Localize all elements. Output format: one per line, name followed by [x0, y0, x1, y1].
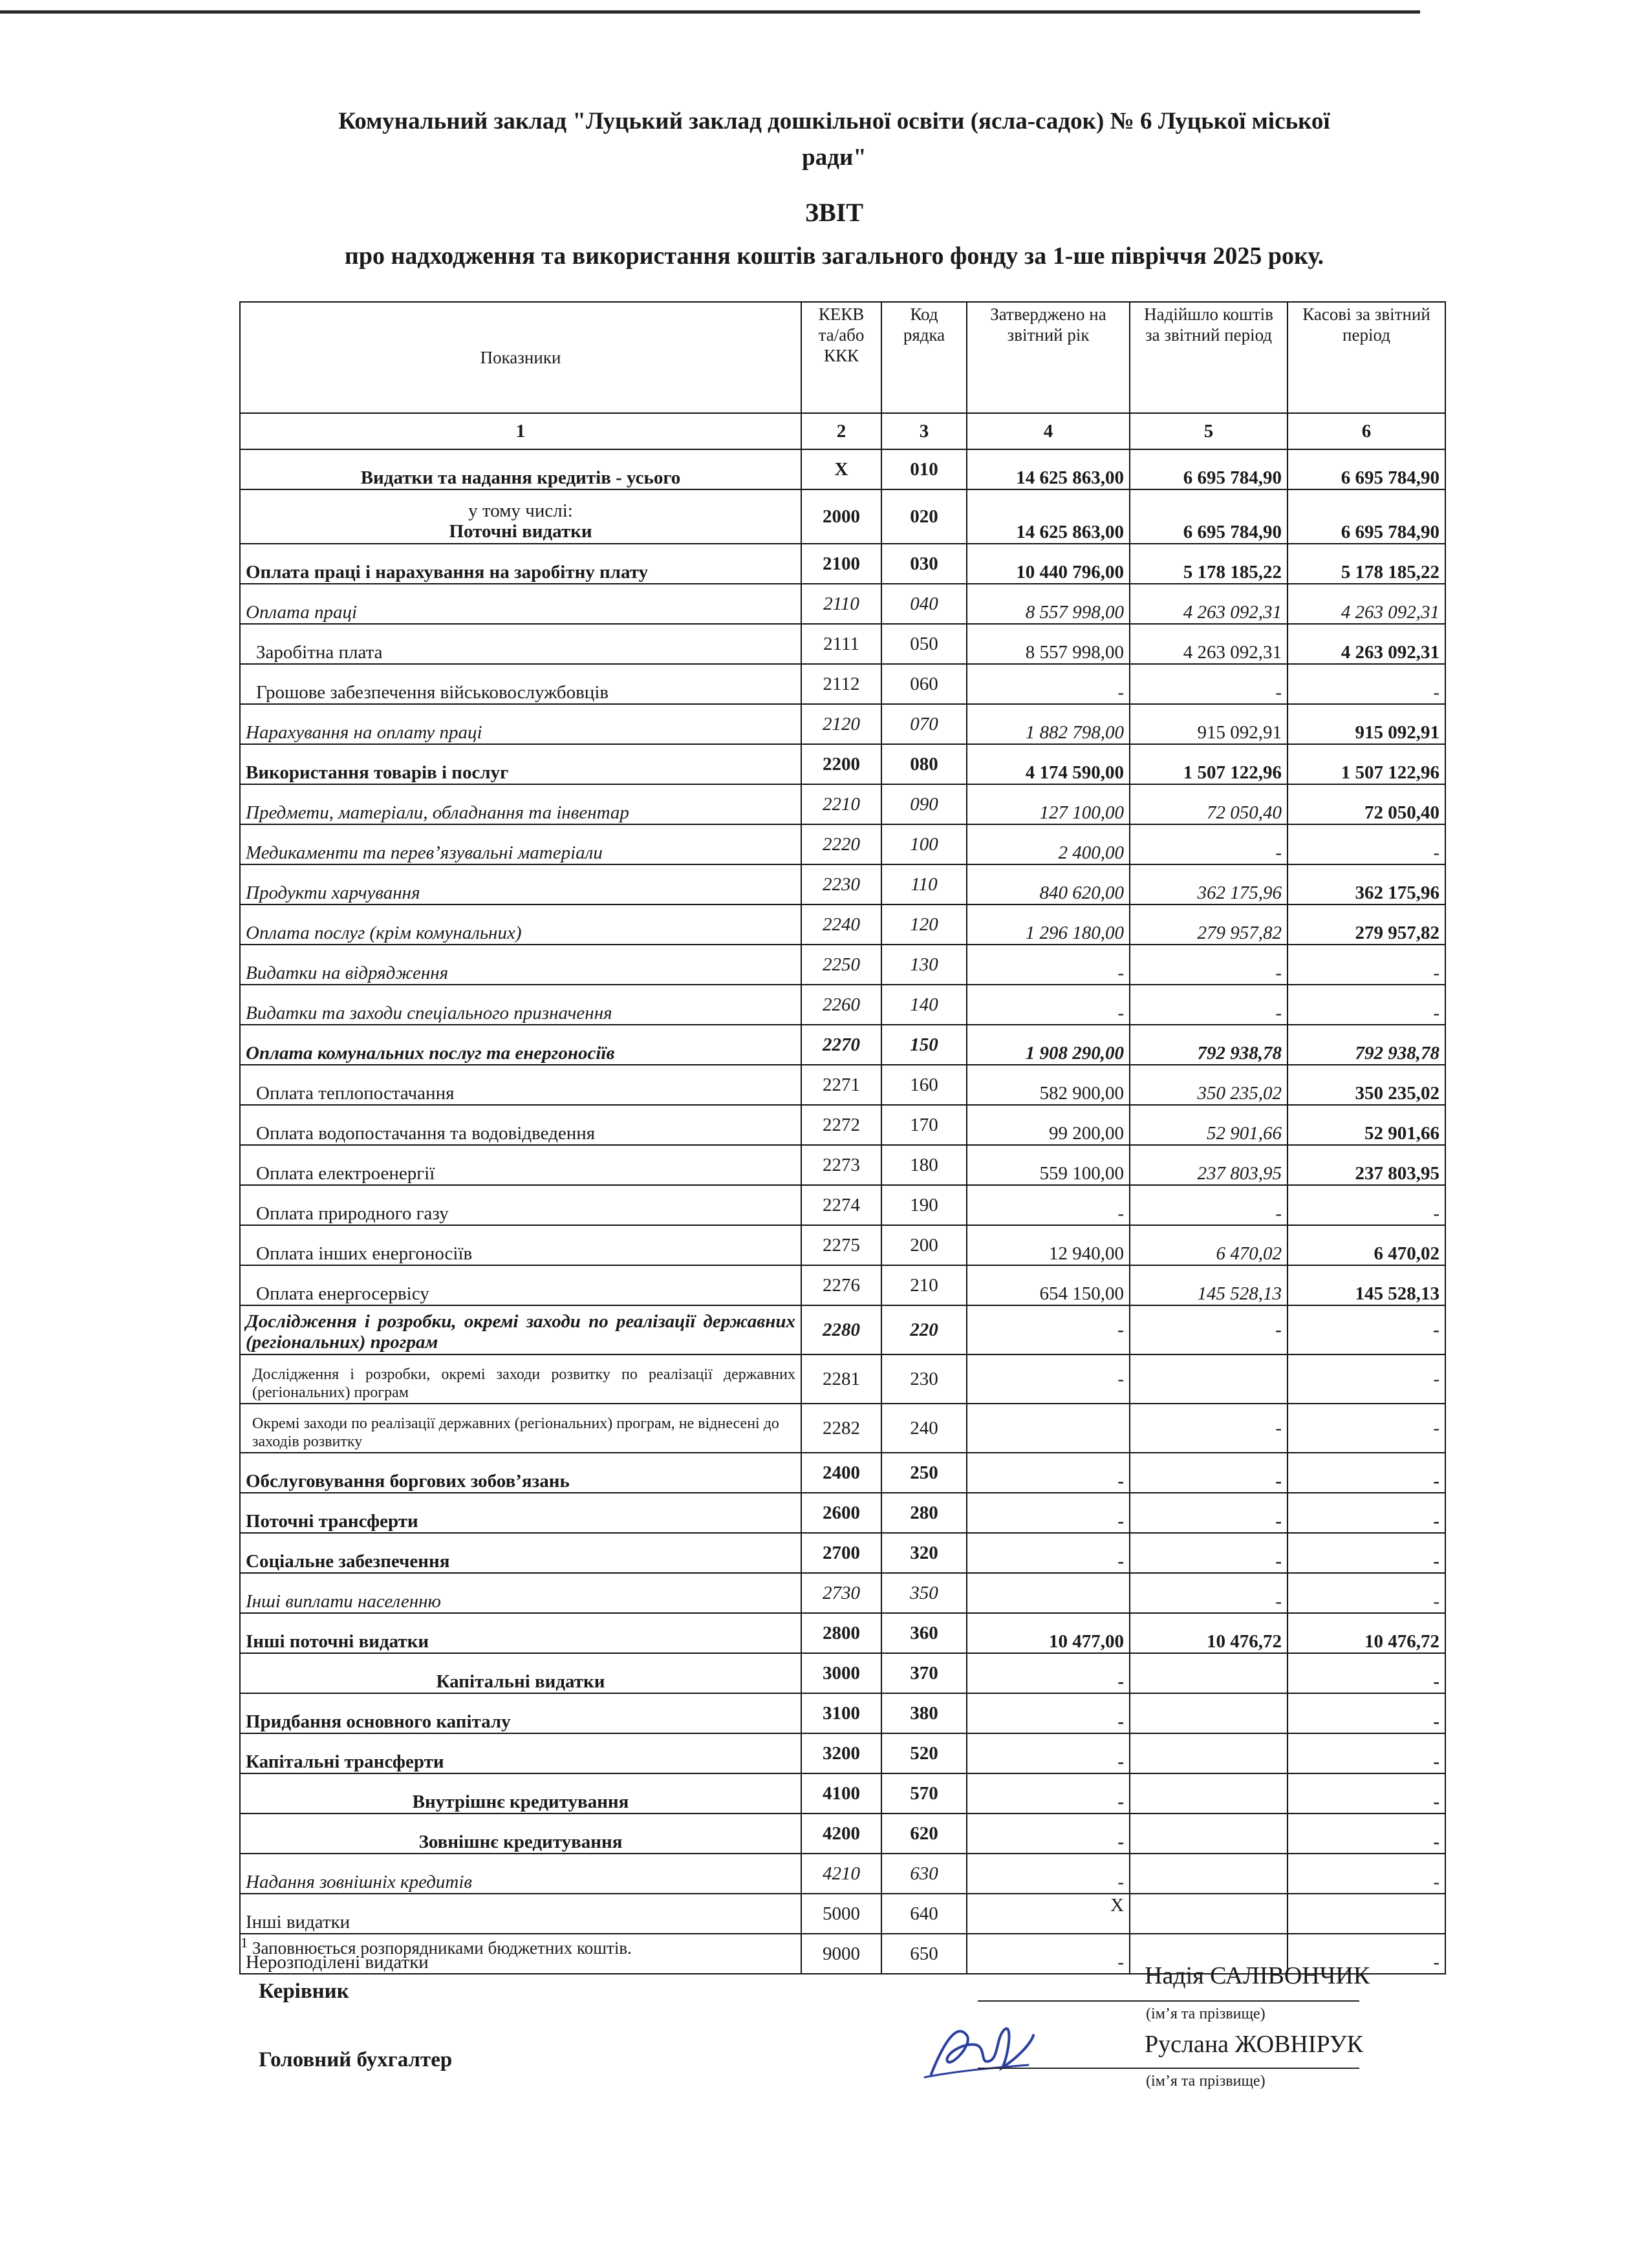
- indicator-name: у тому числі: Поточні видатки: [240, 489, 801, 544]
- received-amount: 362 175,96: [1130, 864, 1288, 904]
- received-amount: [1130, 1733, 1288, 1773]
- table-row: [240, 1404, 1445, 1453]
- row-code: 380: [881, 1693, 967, 1733]
- approved-amount: 1 296 180,00: [967, 904, 1130, 945]
- received-amount: 10 476,72: [1130, 1613, 1288, 1653]
- cash-amount: -: [1288, 664, 1445, 704]
- row-code: 140: [881, 985, 967, 1025]
- indicator-name: Оплата водопостачання та водовідведення: [240, 1105, 801, 1145]
- received-amount: -: [1130, 1404, 1288, 1453]
- kekv-code: 2281: [801, 1354, 881, 1404]
- received-amount: -: [1130, 985, 1288, 1025]
- approved-amount: -: [967, 1693, 1130, 1733]
- indicator-name: Обслуговування боргових зобов’язань: [240, 1453, 801, 1493]
- cash-amount: -: [1288, 1773, 1445, 1813]
- row-code: 030: [881, 544, 967, 584]
- received-amount: [1130, 1813, 1288, 1854]
- table-row: [240, 1653, 1445, 1693]
- received-amount: 6 695 784,90: [1130, 449, 1288, 489]
- table-row: [240, 744, 1445, 784]
- row-code: 150: [881, 1025, 967, 1065]
- header-cash: Касові за звітний період: [1288, 302, 1445, 413]
- approved-amount: -: [967, 1185, 1130, 1225]
- indicator-name: Нарахування на оплату праці: [240, 704, 801, 744]
- received-amount: 52 901,66: [1130, 1105, 1288, 1145]
- kekv-code: 2272: [801, 1105, 881, 1145]
- kekv-code: 2275: [801, 1225, 881, 1265]
- approved-amount: -: [967, 945, 1130, 985]
- header-kekv: КЕКВ та/або ККК: [801, 302, 881, 413]
- indicator-name: Оплата інших енергоносіїв: [240, 1225, 801, 1265]
- scan-edge-line: [0, 10, 1420, 14]
- approved-amount: 99 200,00: [967, 1105, 1130, 1145]
- row-code: 070: [881, 704, 967, 744]
- row-code: 170: [881, 1105, 967, 1145]
- approved-amount: 4 174 590,00: [967, 744, 1130, 784]
- received-amount: 237 803,95: [1130, 1145, 1288, 1185]
- indicator-name: Соціальне забезпечення: [240, 1533, 801, 1573]
- table-row: [240, 1265, 1445, 1305]
- approved-amount: 1 908 290,00: [967, 1025, 1130, 1065]
- header-received: Надійшло коштів за звітний період: [1130, 302, 1288, 413]
- report-subtitle: про надходження та використання коштів загального фонду за 1-ше півріччя 2025 року.: [344, 242, 1324, 270]
- cash-amount: 6 470,02: [1288, 1225, 1445, 1265]
- row-code: 350: [881, 1573, 967, 1613]
- column-number: 3: [881, 413, 967, 449]
- column-number: 6: [1288, 413, 1445, 449]
- header-row-code: Код рядка: [881, 302, 967, 413]
- kekv-code: 2230: [801, 864, 881, 904]
- kekv-code: 2274: [801, 1185, 881, 1225]
- indicator-name: Використання товарів і послуг: [240, 744, 801, 784]
- column-number: 4: [967, 413, 1130, 449]
- table-row: [240, 1573, 1445, 1613]
- table-row: [240, 1305, 1445, 1354]
- row-code: 230: [881, 1354, 967, 1404]
- row-code: 370: [881, 1653, 967, 1693]
- cash-amount: 4 263 092,31: [1288, 624, 1445, 664]
- approved-amount: -: [967, 1813, 1130, 1854]
- approved-amount: -: [967, 1354, 1130, 1404]
- row-code: 240: [881, 1404, 967, 1453]
- table-row: [240, 664, 1445, 704]
- table-header-row: [240, 302, 1445, 413]
- row-code: 200: [881, 1225, 967, 1265]
- handwritten-signature: [918, 2016, 1035, 2087]
- approved-amount: -: [967, 664, 1130, 704]
- approved-amount: 10 477,00: [967, 1613, 1130, 1653]
- table-row: [240, 1185, 1445, 1225]
- indicator-name: Оплата енергосервісу: [240, 1265, 801, 1305]
- received-amount: 915 092,91: [1130, 704, 1288, 744]
- head-signature-line: [978, 2000, 1359, 2002]
- report-title: ЗВІТ: [804, 198, 864, 227]
- cash-amount: 792 938,78: [1288, 1025, 1445, 1065]
- table-row: [240, 489, 1445, 544]
- table-row: [240, 1813, 1445, 1854]
- indicator-name: Медикаменти та перев’язувальні матеріали: [240, 824, 801, 864]
- received-amount: -: [1130, 945, 1288, 985]
- table-row: [240, 1065, 1445, 1105]
- indicator-name: Оплата праці і нарахування на заробітну плату: [240, 544, 801, 584]
- table-row: [240, 1493, 1445, 1533]
- table-row: [240, 1533, 1445, 1573]
- indicator-name: Продукти харчування: [240, 864, 801, 904]
- cash-amount: 1 507 122,96: [1288, 744, 1445, 784]
- row-code: 130: [881, 945, 967, 985]
- cash-amount: -: [1288, 1305, 1445, 1354]
- cash-amount: 5 178 185,22: [1288, 544, 1445, 584]
- indicator-name: Оплата комунальних послуг та енергоносіїв: [240, 1025, 801, 1065]
- indicator-name: Оплата електроенергії: [240, 1145, 801, 1185]
- indicator-name: Видатки на відрядження: [240, 945, 801, 985]
- kekv-code: 2273: [801, 1145, 881, 1185]
- received-amount: 350 235,02: [1130, 1065, 1288, 1105]
- indicator-name: Оплата природного газу: [240, 1185, 801, 1225]
- accountant-signature-line: [978, 2068, 1359, 2069]
- indicator-name: Внутрішнє кредитування: [240, 1773, 801, 1813]
- kekv-code: 2112: [801, 664, 881, 704]
- received-amount: -: [1130, 1533, 1288, 1573]
- row-code: 100: [881, 824, 967, 864]
- row-code: 110: [881, 864, 967, 904]
- indicator-name: Надання зовнішніх кредитів: [240, 1854, 801, 1894]
- table-row: [240, 1613, 1445, 1653]
- approved-amount: 1 882 798,00: [967, 704, 1130, 744]
- indicator-name: Дослідження і розробки, окремі заходи по реалізації державних (регіональних) програм: [240, 1305, 801, 1354]
- received-amount: [1130, 1854, 1288, 1894]
- cash-amount: -: [1288, 1493, 1445, 1533]
- received-amount: -: [1130, 1493, 1288, 1533]
- kekv-code: Х: [801, 449, 881, 489]
- cash-amount: -: [1288, 1733, 1445, 1773]
- received-amount: [1130, 1773, 1288, 1813]
- approved-amount: 840 620,00: [967, 864, 1130, 904]
- approved-amount: 127 100,00: [967, 784, 1130, 824]
- head-name: Надія САЛІВОНЧИК: [1145, 1962, 1370, 1989]
- indicator-name: Оплата теплопостачання: [240, 1065, 801, 1105]
- table-row: [240, 1693, 1445, 1733]
- row-code: 210: [881, 1265, 967, 1305]
- table-row: [240, 1145, 1445, 1185]
- row-code: 280: [881, 1493, 967, 1533]
- table-row: [240, 449, 1445, 489]
- approved-amount: -: [967, 1733, 1130, 1773]
- kekv-code: 2700: [801, 1533, 881, 1573]
- kekv-code: 2276: [801, 1265, 881, 1305]
- received-amount: -: [1130, 664, 1288, 704]
- indicator-name: Інші виплати населенню: [240, 1573, 801, 1613]
- row-code: 640: [881, 1894, 967, 1934]
- accountant-name-hint: (ім’я та прізвище): [1146, 2073, 1266, 2090]
- cash-amount: [1288, 1894, 1445, 1934]
- received-amount: 6 695 784,90: [1130, 489, 1288, 544]
- row-code: 080: [881, 744, 967, 784]
- row-code: 190: [881, 1185, 967, 1225]
- row-code: 060: [881, 664, 967, 704]
- table-row: [240, 1894, 1445, 1934]
- row-code: 160: [881, 1065, 967, 1105]
- table-row: [240, 1354, 1445, 1404]
- row-code: 090: [881, 784, 967, 824]
- cash-amount: -: [1288, 1653, 1445, 1693]
- kekv-code: 3000: [801, 1653, 881, 1693]
- cash-amount: 237 803,95: [1288, 1145, 1445, 1185]
- indicator-name: Зовнішнє кредитування: [240, 1813, 801, 1854]
- accountant-role-label: Головний бухгалтер: [259, 2048, 453, 2071]
- table-row: [240, 1453, 1445, 1493]
- cash-amount: 145 528,13: [1288, 1265, 1445, 1305]
- indicator-name: Дослідження і розробки, окремі заходи розвитку по реалізації державних (регіональних) програм: [240, 1354, 801, 1404]
- cash-amount: -: [1288, 1404, 1445, 1453]
- indicator-name: Інші поточні видатки: [240, 1613, 801, 1653]
- table-row: [240, 1025, 1445, 1065]
- approved-amount: [967, 1404, 1130, 1453]
- approved-amount: 8 557 998,00: [967, 624, 1130, 664]
- indicator-name: Нерозподілені видатки: [240, 1934, 801, 1974]
- indicator-name: Поточні трансферти: [240, 1493, 801, 1533]
- indicator-name: Придбання основного капіталу: [240, 1693, 801, 1733]
- approved-amount: -: [967, 1453, 1130, 1493]
- row-code: 040: [881, 584, 967, 624]
- row-code: 620: [881, 1813, 967, 1854]
- indicator-name: Капітальні видатки: [240, 1653, 801, 1693]
- column-number-row: [240, 413, 1445, 449]
- kekv-code: 4100: [801, 1773, 881, 1813]
- cash-amount: -: [1288, 1934, 1445, 1974]
- row-code: 320: [881, 1533, 967, 1573]
- kekv-code: 4200: [801, 1813, 881, 1854]
- approved-amount: 10 440 796,00: [967, 544, 1130, 584]
- cash-amount: 350 235,02: [1288, 1065, 1445, 1105]
- kekv-code: 2100: [801, 544, 881, 584]
- indicator-name: Оплата праці: [240, 584, 801, 624]
- table-row: [240, 904, 1445, 945]
- row-code: 180: [881, 1145, 967, 1185]
- received-amount: [1130, 1693, 1288, 1733]
- kekv-code: 2400: [801, 1453, 881, 1493]
- received-amount: [1130, 1354, 1288, 1404]
- header-indicators: Показники: [240, 302, 801, 413]
- indicator-name: Окремі заходи по реалізації державних (регіональних) програм, не віднесені до заходів розвитку: [240, 1404, 801, 1453]
- cash-amount: -: [1288, 1453, 1445, 1493]
- kekv-code: 2271: [801, 1065, 881, 1105]
- row-code: 360: [881, 1613, 967, 1653]
- cash-amount: 279 957,82: [1288, 904, 1445, 945]
- kekv-code: 2280: [801, 1305, 881, 1354]
- approved-amount: [967, 1573, 1130, 1613]
- approved-amount: 2 400,00: [967, 824, 1130, 864]
- table-row: [240, 1773, 1445, 1813]
- kekv-code: 2730: [801, 1573, 881, 1613]
- accountant-name: Руслана ЖОВНІРУК: [1145, 2031, 1363, 2058]
- received-amount: 6 470,02: [1130, 1225, 1288, 1265]
- received-amount: [1130, 1894, 1288, 1934]
- cash-amount: -: [1288, 1185, 1445, 1225]
- received-amount: -: [1130, 1573, 1288, 1613]
- cash-amount: 52 901,66: [1288, 1105, 1445, 1145]
- cash-amount: 362 175,96: [1288, 864, 1445, 904]
- table-row: [240, 624, 1445, 664]
- column-number: 2: [801, 413, 881, 449]
- column-number: 5: [1130, 413, 1288, 449]
- head-name-hint: (ім’я та прізвище): [1146, 2006, 1266, 2022]
- cash-amount: 915 092,91: [1288, 704, 1445, 744]
- row-code: 050: [881, 624, 967, 664]
- table-row: [240, 1225, 1445, 1265]
- kekv-code: 4210: [801, 1854, 881, 1894]
- approved-amount: 654 150,00: [967, 1265, 1130, 1305]
- received-amount: 279 957,82: [1130, 904, 1288, 945]
- cash-amount: -: [1288, 1573, 1445, 1613]
- received-amount: 4 263 092,31: [1130, 584, 1288, 624]
- received-amount: -: [1130, 1453, 1288, 1493]
- table-row: [240, 784, 1445, 824]
- received-amount: 72 050,40: [1130, 784, 1288, 824]
- row-code: 120: [881, 904, 967, 945]
- indicator-name: Предмети, матеріали, обладнання та інвентар: [240, 784, 801, 824]
- kekv-code: 2200: [801, 744, 881, 784]
- kekv-code: 3100: [801, 1693, 881, 1733]
- cash-amount: -: [1288, 1854, 1445, 1894]
- row-code: 010: [881, 449, 967, 489]
- received-amount: 792 938,78: [1130, 1025, 1288, 1065]
- cash-amount: -: [1288, 945, 1445, 985]
- table-row: [240, 544, 1445, 584]
- table-row: [240, 824, 1445, 864]
- indicator-name: Капітальні трансферти: [240, 1733, 801, 1773]
- received-amount: [1130, 1653, 1288, 1693]
- row-code: 570: [881, 1773, 967, 1813]
- indicator-name: Видатки та заходи спеціального призначення: [240, 985, 801, 1025]
- received-amount: -: [1130, 1305, 1288, 1354]
- kekv-code: 2111: [801, 624, 881, 664]
- received-amount: 5 178 185,22: [1130, 544, 1288, 584]
- kekv-code: 2220: [801, 824, 881, 864]
- indicator-name: Грошове забезпечення військовослужбовців: [240, 664, 801, 704]
- table-row: [240, 704, 1445, 744]
- row-code: 520: [881, 1733, 967, 1773]
- indicator-name: Видатки та надання кредитів - усього: [240, 449, 801, 489]
- organization-name: Комунальний заклад "Луцький заклад дошкільної освіти (ясла-садок) № 6 Луцької міської ради": [338, 108, 1330, 171]
- cash-amount: 72 050,40: [1288, 784, 1445, 824]
- kekv-code: 2000: [801, 489, 881, 544]
- report-table: [239, 301, 1446, 1974]
- approved-amount: -: [967, 1493, 1130, 1533]
- received-amount: 145 528,13: [1130, 1265, 1288, 1305]
- table-row: [240, 1105, 1445, 1145]
- kekv-code: 2240: [801, 904, 881, 945]
- kekv-code: 2110: [801, 584, 881, 624]
- cash-amount: -: [1288, 985, 1445, 1025]
- table-row: [240, 864, 1445, 904]
- approved-amount: -: [967, 1653, 1130, 1693]
- row-code: 020: [881, 489, 967, 544]
- approved-amount: -: [967, 1773, 1130, 1813]
- cash-amount: -: [1288, 1354, 1445, 1404]
- table-row: [240, 985, 1445, 1025]
- approved-amount: 12 940,00: [967, 1225, 1130, 1265]
- approved-amount: 14 625 863,00: [967, 489, 1130, 544]
- approved-amount: 559 100,00: [967, 1145, 1130, 1185]
- kekv-code: 2282: [801, 1404, 881, 1453]
- approved-amount: -: [967, 1934, 1130, 1974]
- table-row: [240, 1854, 1445, 1894]
- head-role-label: Керівник: [259, 1980, 349, 2003]
- received-amount: 1 507 122,96: [1130, 744, 1288, 784]
- kekv-code: 2270: [801, 1025, 881, 1065]
- approved-amount: -: [967, 1305, 1130, 1354]
- row-code: 650: [881, 1934, 967, 1974]
- indicator-name: Оплата послуг (крім комунальних): [240, 904, 801, 945]
- kekv-code: 2800: [801, 1613, 881, 1653]
- cash-amount: -: [1288, 824, 1445, 864]
- kekv-code: 2250: [801, 945, 881, 985]
- approved-amount: -: [967, 1854, 1130, 1894]
- received-amount: 4 263 092,31: [1130, 624, 1288, 664]
- cash-amount: 4 263 092,31: [1288, 584, 1445, 624]
- cash-amount: -: [1288, 1693, 1445, 1733]
- approved-amount: 8 557 998,00: [967, 584, 1130, 624]
- approved-amount: 14 625 863,00: [967, 449, 1130, 489]
- kekv-code: 3200: [801, 1733, 881, 1773]
- cash-amount: -: [1288, 1533, 1445, 1573]
- received-amount: -: [1130, 824, 1288, 864]
- kekv-code: 5000: [801, 1894, 881, 1934]
- row-code: 630: [881, 1854, 967, 1894]
- received-amount: -: [1130, 1185, 1288, 1225]
- row-code: 250: [881, 1453, 967, 1493]
- footnote: $^1$ Заповнюється розпорядниками бюджетних коштів.: [241, 1934, 632, 1958]
- table-row: [240, 945, 1445, 985]
- table-row: [240, 1733, 1445, 1773]
- kekv-code: 9000: [801, 1934, 881, 1974]
- cash-amount: 10 476,72: [1288, 1613, 1445, 1653]
- header-approved: Затверджено на звітний рік: [967, 302, 1130, 413]
- indicator-name: Інші видатки: [240, 1894, 801, 1934]
- cash-amount: 6 695 784,90: [1288, 489, 1445, 544]
- cash-amount: 6 695 784,90: [1288, 449, 1445, 489]
- indicator-name: Заробітна плата: [240, 624, 801, 664]
- kekv-code: 2600: [801, 1493, 881, 1533]
- row-code: 220: [881, 1305, 967, 1354]
- approved-amount: 582 900,00: [967, 1065, 1130, 1105]
- cash-amount: -: [1288, 1813, 1445, 1854]
- approved-amount: -: [967, 1533, 1130, 1573]
- kekv-code: 2210: [801, 784, 881, 824]
- kekv-code: 2120: [801, 704, 881, 744]
- column-number: 1: [240, 413, 801, 449]
- approved-amount: Х: [967, 1894, 1130, 1934]
- approved-amount: -: [967, 985, 1130, 1025]
- kekv-code: 2260: [801, 985, 881, 1025]
- table-row: [240, 584, 1445, 624]
